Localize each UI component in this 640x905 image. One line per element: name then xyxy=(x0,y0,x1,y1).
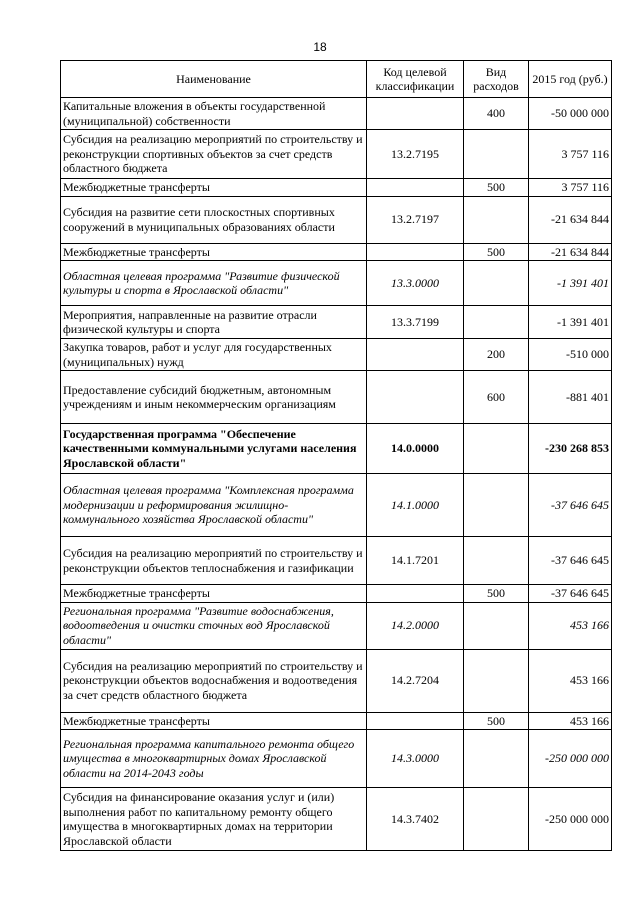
row-name: Закупка товаров, работ и услуг для государственных (муниципальных) нужд xyxy=(61,339,367,371)
row-amount: -881 401 xyxy=(529,371,612,424)
row-amount: -50 000 000 xyxy=(529,98,612,130)
row-amount: -250 000 000 xyxy=(529,730,612,788)
table-row xyxy=(61,306,612,339)
row-code xyxy=(367,371,464,424)
row-code: 13.3.7199 xyxy=(367,306,464,339)
row-name: Субсидия на финансирование оказания услуг и (или) выполнения работ по капитальному ремонту общего имущества в многоквартирных домах на территории Ярославской области xyxy=(61,788,367,851)
row-name: Межбюджетные трансферты xyxy=(61,179,367,197)
row-type xyxy=(464,730,529,788)
row-name: Межбюджетные трансферты xyxy=(61,712,367,730)
row-type xyxy=(464,196,529,243)
row-type: 500 xyxy=(464,712,529,730)
row-name: Капитальные вложения в объекты государственной (муниципальной) собственности xyxy=(61,98,367,130)
row-amount: 453 166 xyxy=(529,649,612,712)
table-row xyxy=(61,130,612,179)
row-code: 14.2.0000 xyxy=(367,602,464,649)
row-amount: -21 634 844 xyxy=(529,243,612,261)
row-code xyxy=(367,585,464,603)
row-type: 400 xyxy=(464,98,529,130)
row-type: 500 xyxy=(464,585,529,603)
row-amount: 453 166 xyxy=(529,712,612,730)
row-code xyxy=(367,179,464,197)
row-type xyxy=(464,649,529,712)
row-amount: 3 757 116 xyxy=(529,179,612,197)
table-row xyxy=(61,788,612,851)
table-row xyxy=(61,261,612,306)
row-code: 14.3.0000 xyxy=(367,730,464,788)
table-row xyxy=(61,730,612,788)
row-code xyxy=(367,98,464,130)
table-row xyxy=(61,98,612,130)
row-type xyxy=(464,788,529,851)
header-type: Вид расходов xyxy=(464,61,529,98)
table-row xyxy=(61,424,612,474)
row-amount: -37 646 645 xyxy=(529,474,612,537)
row-type: 500 xyxy=(464,243,529,261)
row-type: 500 xyxy=(464,179,529,197)
table-row xyxy=(61,474,612,537)
table-row xyxy=(61,179,612,197)
header-code: Код целевой классификации xyxy=(367,61,464,98)
row-name: Субсидия на развитие сети плоскостных спортивных сооружений в муниципальных образованиях области xyxy=(61,196,367,243)
row-type: 200 xyxy=(464,339,529,371)
row-amount: -21 634 844 xyxy=(529,196,612,243)
row-type: 600 xyxy=(464,371,529,424)
row-amount: -37 646 645 xyxy=(529,537,612,585)
row-name: Областная целевая программа "Развитие физической культуры и спорта в Ярославской области" xyxy=(61,261,367,306)
row-code: 13.3.0000 xyxy=(367,261,464,306)
row-amount: -250 000 000 xyxy=(529,788,612,851)
table-header-row xyxy=(61,61,612,98)
row-name: Региональная программа капитального ремонта общего имущества в многоквартирных домах Ярославской области на 2014-2043 годы xyxy=(61,730,367,788)
row-code xyxy=(367,712,464,730)
row-name: Областная целевая программа "Комплексная программа модернизации и реформирования жилищно-коммунального хозяйства Ярославской области" xyxy=(61,474,367,537)
budget-table xyxy=(60,60,612,851)
row-name: Межбюджетные трансферты xyxy=(61,243,367,261)
row-name: Субсидия на реализацию мероприятий по строительству и реконструкции спортивных объектов за счет средств областного бюджета xyxy=(61,130,367,179)
row-name: Предоставление субсидий бюджетным, автономным учреждениям и иным некоммерческим организациям xyxy=(61,371,367,424)
row-amount: 453 166 xyxy=(529,602,612,649)
row-amount: -510 000 xyxy=(529,339,612,371)
page-number: 18 xyxy=(313,40,327,54)
table-row xyxy=(61,649,612,712)
row-type xyxy=(464,261,529,306)
row-code: 14.2.7204 xyxy=(367,649,464,712)
row-amount: -37 646 645 xyxy=(529,585,612,603)
row-code: 14.1.0000 xyxy=(367,474,464,537)
table-row xyxy=(61,712,612,730)
row-type xyxy=(464,424,529,474)
table-row xyxy=(61,243,612,261)
row-code: 13.2.7195 xyxy=(367,130,464,179)
row-code xyxy=(367,339,464,371)
row-name: Субсидия на реализацию мероприятий по строительству и реконструкции объектов теплоснабжения и газификации xyxy=(61,537,367,585)
row-name: Региональная программа "Развитие водоснабжения, водоотведения и очистки сточных вод Ярославской области" xyxy=(61,602,367,649)
table-row xyxy=(61,537,612,585)
row-type xyxy=(464,306,529,339)
table-row xyxy=(61,196,612,243)
table-row xyxy=(61,339,612,371)
row-name: Субсидия на реализацию мероприятий по строительству и реконструкции объектов водоснабжения и водоотведения за счет средств областного бюджета xyxy=(61,649,367,712)
header-name: Наименование xyxy=(61,61,367,98)
table-row xyxy=(61,585,612,603)
row-type xyxy=(464,474,529,537)
header-amount: 2015 год (руб.) xyxy=(529,61,612,98)
row-type xyxy=(464,130,529,179)
row-type xyxy=(464,602,529,649)
row-code: 14.3.7402 xyxy=(367,788,464,851)
row-amount: -1 391 401 xyxy=(529,261,612,306)
row-amount: 3 757 116 xyxy=(529,130,612,179)
row-amount: -1 391 401 xyxy=(529,306,612,339)
table-row xyxy=(61,602,612,649)
row-code: 14.1.7201 xyxy=(367,537,464,585)
table-row xyxy=(61,371,612,424)
row-name: Межбюджетные трансферты xyxy=(61,585,367,603)
row-type xyxy=(464,537,529,585)
row-amount: -230 268 853 xyxy=(529,424,612,474)
row-code: 13.2.7197 xyxy=(367,196,464,243)
row-code xyxy=(367,243,464,261)
row-name: Государственная программа "Обеспечение качественными коммунальными услугами населения Ярославской области" xyxy=(61,424,367,474)
row-code: 14.0.0000 xyxy=(367,424,464,474)
row-name: Мероприятия, направленные на развитие отрасли физической культуры и спорта xyxy=(61,306,367,339)
